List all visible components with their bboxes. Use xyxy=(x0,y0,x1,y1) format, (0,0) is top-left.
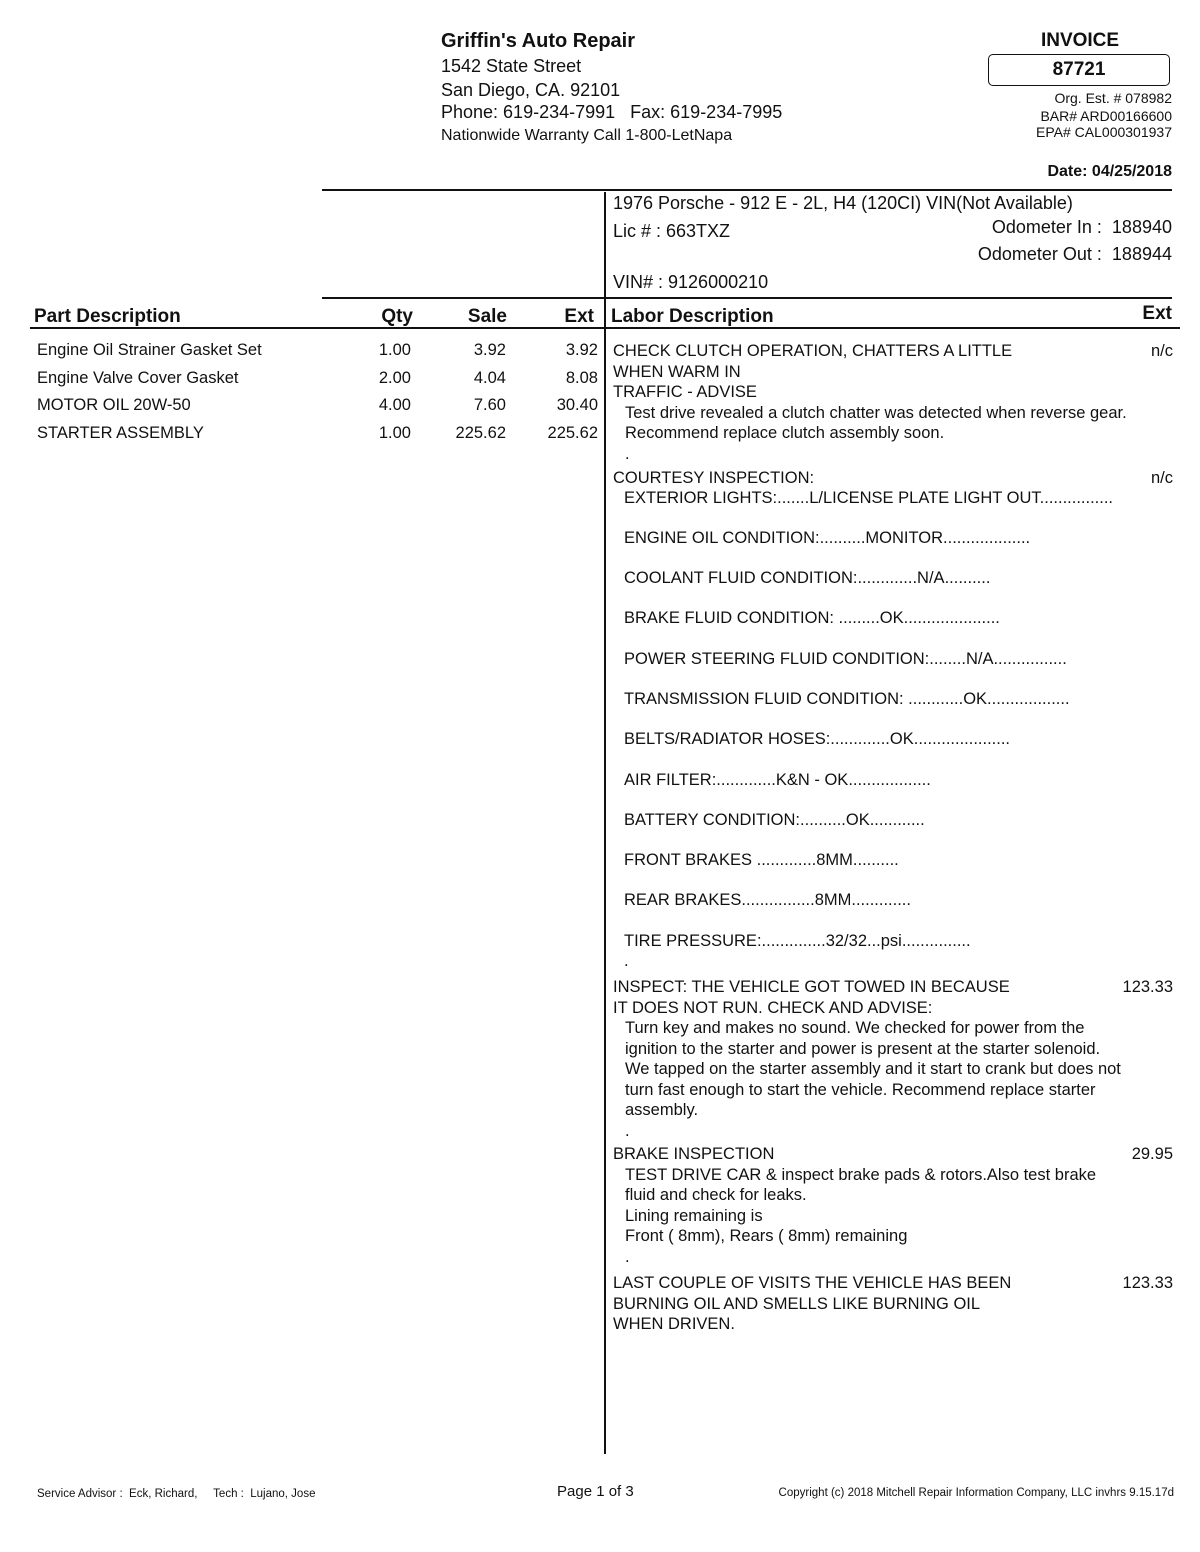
bar-number: BAR# ARD00166600 xyxy=(1040,108,1172,124)
part-description: Engine Valve Cover Gasket xyxy=(37,369,239,387)
invoice-label: INVOICE xyxy=(1040,30,1120,51)
inspection-item: BRAKE FLUID CONDITION: .........OK..................... xyxy=(624,609,1000,627)
part-sale: 4.04 xyxy=(473,369,506,387)
invoice-number: 87721 xyxy=(988,54,1170,86)
part-qty: 1.00 xyxy=(378,424,411,442)
part-description: Engine Oil Strainer Gasket Set xyxy=(37,341,262,359)
vehicle-vin: VIN# : 9126000210 xyxy=(613,272,769,292)
labor-header-ext: Ext xyxy=(1142,303,1172,324)
labor-title: TRAFFIC - ADVISE xyxy=(613,383,757,401)
license-plate: Lic # : 663TXZ xyxy=(613,221,731,241)
labor-title: IT DOES NOT RUN. CHECK AND ADVISE: xyxy=(613,998,933,1017)
parts-header-ext: Ext xyxy=(564,306,594,327)
labor-title: BRAKE INSPECTION xyxy=(613,1145,775,1163)
header-divider xyxy=(322,189,1172,191)
parts-header-qty: Qty xyxy=(381,306,413,327)
copyright: Copyright (c) 2018 Mitchell Repair Information Company, LLC invhrs 9.15.17d xyxy=(778,1487,1174,1499)
vehicle-description: 1976 Porsche - 912 E - 2L, H4 (120CI) VIN(Not Available) xyxy=(613,193,1073,213)
inspection-item: TIRE PRESSURE:..............32/32...psi............... xyxy=(624,932,971,950)
labor-dot: . xyxy=(625,1121,630,1140)
labor-note: assembly. xyxy=(625,1101,699,1119)
part-ext: 30.40 xyxy=(556,396,598,414)
shop-city: San Diego, CA. 92101 xyxy=(441,80,621,100)
labor-header-description: Labor Description xyxy=(611,306,774,327)
inspection-item: TRANSMISSION FLUID CONDITION: ............OK.................. xyxy=(624,690,1070,708)
inspection-item: REAR BRAKES................8MM............. xyxy=(624,891,911,909)
part-sale: 7.60 xyxy=(473,396,506,414)
labor-title: LAST COUPLE OF VISITS THE VEHICLE HAS BEEN xyxy=(613,1274,1012,1292)
service-advisor: Service Advisor : Eck, Richard, Tech : Lujano, Jose xyxy=(37,1488,316,1500)
inspection-item: COOLANT FLUID CONDITION:.............N/A.......... xyxy=(624,569,991,587)
page-number: Page 1 of 3 xyxy=(557,1483,634,1500)
part-ext: 8.08 xyxy=(565,369,598,387)
labor-item-courtesy xyxy=(613,468,1173,489)
epa-number: EPA# CAL000301937 xyxy=(1036,124,1172,140)
labor-title: WHEN DRIVEN. xyxy=(613,1315,735,1333)
inspection-item: FRONT BRAKES .............8MM.......... xyxy=(624,851,899,869)
inspection-item: BATTERY CONDITION:..........OK............ xyxy=(624,811,925,829)
labor-item-brake xyxy=(613,1144,1173,1267)
labor-dot: . xyxy=(625,1247,630,1266)
part-qty: 4.00 xyxy=(378,396,411,414)
labor-dot: . xyxy=(624,952,629,970)
shop-phone-fax: Phone: 619-234-7991 Fax: 619-234-7995 xyxy=(441,102,783,122)
part-description: STARTER ASSEMBLY xyxy=(37,424,204,442)
part-qty: 2.00 xyxy=(378,369,411,387)
odometer-in: Odometer In : 188940 xyxy=(991,217,1172,237)
labor-title: COURTESY INSPECTION: xyxy=(613,469,815,487)
inspection-item: AIR FILTER:.............K&N - OK.................. xyxy=(624,771,931,789)
labor-amount: 123.33 xyxy=(1122,978,1173,996)
inspection-item: ENGINE OIL CONDITION:..........MONITOR................... xyxy=(624,529,1031,547)
vehicle-divider xyxy=(322,297,1172,299)
column-separator xyxy=(604,192,606,1454)
inspection-item: BELTS/RADIATOR HOSES:.............OK..................... xyxy=(624,730,1011,748)
labor-title: WHEN WARM IN xyxy=(613,362,741,381)
labor-note: turn fast enough to start the vehicle. Recommend replace starter xyxy=(625,1080,1096,1099)
labor-amount: n/c xyxy=(1150,342,1173,360)
labor-note: TEST DRIVE CAR & inspect brake pads & rotors.Also test brake xyxy=(625,1165,1097,1184)
part-ext: 225.62 xyxy=(547,424,598,442)
labor-dot: . xyxy=(625,444,630,463)
labor-item-clutch xyxy=(613,341,1173,464)
labor-note: Lining remaining is xyxy=(625,1206,763,1225)
org-est: Org. Est. # 078982 xyxy=(1054,90,1172,106)
labor-title: INSPECT: THE VEHICLE GOT TOWED IN BECAUSE xyxy=(613,978,1010,996)
inspection-item: EXTERIOR LIGHTS:.......L/LICENSE PLATE LIGHT OUT................ xyxy=(624,489,1114,507)
labor-title: CHECK CLUTCH OPERATION, CHATTERS A LITTLE xyxy=(613,342,1013,360)
labor-note: We tapped on the starter assembly and it start to crank but does not xyxy=(625,1060,1121,1078)
odometer-out: Odometer Out : 188944 xyxy=(977,244,1172,264)
part-sale: 3.92 xyxy=(473,341,506,359)
invoice-date: Date: 04/25/2018 xyxy=(1047,163,1172,180)
labor-amount: 29.95 xyxy=(1131,1145,1173,1163)
labor-amount: n/c xyxy=(1150,469,1173,487)
inspection-item: POWER STEERING FLUID CONDITION:........N/A................ xyxy=(624,650,1067,668)
part-description: MOTOR OIL 20W-50 xyxy=(37,396,191,414)
labor-title: BURNING OIL AND SMELLS LIKE BURNING OIL xyxy=(613,1294,981,1313)
part-sale: 225.62 xyxy=(455,424,506,442)
labor-note: Test drive revealed a clutch chatter was detected when reverse gear. xyxy=(625,403,1127,422)
part-qty: 1.00 xyxy=(378,341,411,359)
labor-item-oil xyxy=(613,1273,1173,1335)
part-ext: 3.92 xyxy=(565,341,598,359)
parts-header-sale: Sale xyxy=(467,306,507,327)
shop-street: 1542 State Street xyxy=(441,56,582,76)
labor-note: Turn key and makes no sound. We checked for power from the xyxy=(625,1019,1085,1037)
parts-header-description: Part Description xyxy=(34,306,181,327)
shop-warranty: Nationwide Warranty Call 1-800-LetNapa xyxy=(441,127,733,144)
labor-note: fluid and check for leaks. xyxy=(625,1186,807,1204)
labor-note: Front ( 8mm), Rears ( 8mm) remaining xyxy=(625,1227,908,1245)
labor-item-inspect xyxy=(613,977,1173,1141)
labor-note: ignition to the starter and power is present at the starter solenoid. xyxy=(625,1039,1101,1058)
labor-note: Recommend replace clutch assembly soon. xyxy=(625,424,945,442)
shop-name: Griffin's Auto Repair xyxy=(441,30,636,52)
labor-amount: 123.33 xyxy=(1122,1274,1173,1292)
